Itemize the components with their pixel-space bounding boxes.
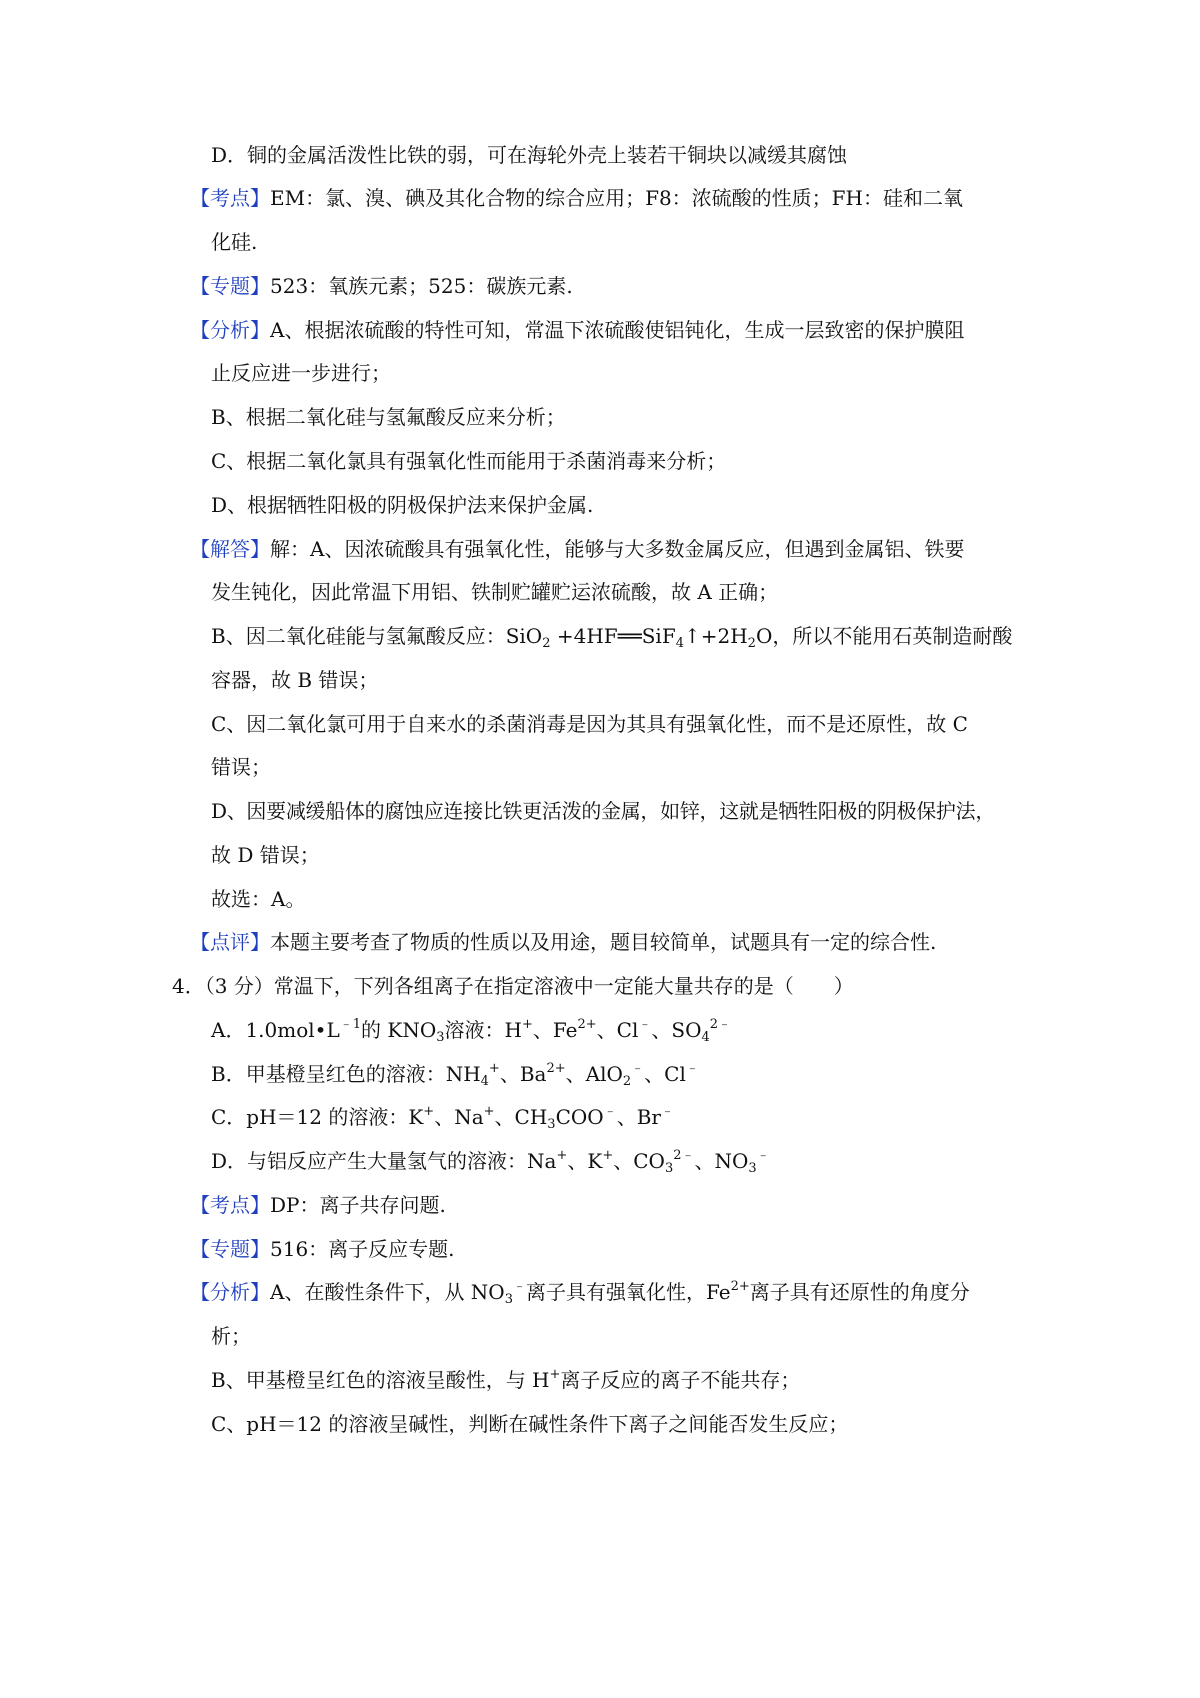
q4-zhuanti-line: 【专题】516：离子反应专题. (190, 1237, 455, 1261)
jieda-b-line: B、因二氧化硅能与氢氟酸反应：$SiO_2 +4HF══SiF_4↑+2H_2O$，所以不能用石英制造耐酸 (211, 624, 1013, 651)
answer-choice: 故选：A。 (211, 887, 306, 911)
dianping-text: 本题主要考查了物质的性质以及用途，题目较简单，试题具有一定的综合性. (270, 930, 937, 954)
jieda-b-cont: 容器，故 B 错误； (211, 668, 379, 692)
kaodian-line (190, 184, 1010, 212)
jieda-line (190, 535, 1010, 563)
q4-option-b: B．甲基橙呈红色的溶液：$NH_4^+$、$Ba^{2+}$、AlO$_2$﹣、Cl﹣ (211, 1061, 699, 1089)
q4-option-d: D．与铝反应产生大量氢气的溶液：Na+、K+、$CO_3^{2﹣}$、$NO_3^﹣$ (211, 1148, 770, 1176)
fenxi-text: A、根据浓硫酸的特性可知，常温下浓硫酸使铝钝化，生成一层致密的保护膜阻 (270, 318, 965, 342)
dianping-line (190, 928, 1010, 956)
q4-fenxi-c: C、pH＝12 的溶液呈碱性，判断在碱性条件下离子之间能否发生反应； (211, 1412, 849, 1436)
q4-kaodian-tag: 【考点】 (190, 1193, 270, 1217)
fenxi-tag: 【分析】 (190, 318, 270, 342)
fenxi-line (190, 316, 1010, 344)
q4-fenxi-cont: 析； (211, 1324, 251, 1348)
kaodian-tag: 【考点】 (190, 186, 270, 210)
zhuanti-line (190, 272, 1010, 300)
q4-fenxi-tag: 【分析】 (190, 1280, 270, 1304)
kaodian-text-cont: 化硅. (211, 230, 258, 254)
jieda-c-cont: 错误； (211, 755, 271, 779)
jieda-text-cont: 发生钝化，因此常温下用铝、铁制贮罐贮运浓硫酸，故 A 正确； (211, 580, 779, 604)
jieda-tag: 【解答】 (190, 537, 270, 561)
jieda-d-line: D、因要减缓船体的腐蚀应连接比铁更活泼的金属，如锌，这就是牺牲阳极的阴极保护法， (211, 799, 996, 823)
fenxi-b: B、根据二氧化硅与氢氟酸反应来分析； (211, 405, 566, 429)
q4-option-a: A．$1.0mol•L^{﹣1}$的 $KNO_3$溶液：H+、$Fe^{2+}$、Cl﹣、$SO_4^{2﹣}$ (211, 1017, 732, 1045)
q4-fenxi-line: 【分析】A、在酸性条件下，从 $NO_3^﹣$离子具有强氧化性，$Fe^{2+}$离子具有还原性的角度分 (190, 1279, 970, 1307)
jieda-text: 解：A、因浓硫酸具有强氧化性，能够与大多数金属反应，但遇到金属铝、铁要 (270, 537, 965, 561)
q4-option-c: C．pH＝12 的溶液：K+、Na+、$CH_3COO^﹣$、Br﹣ (211, 1104, 674, 1132)
q4-kaodian-line: 【考点】DP：离子共存问题. (190, 1193, 446, 1217)
zhuanti-text: 523：氧族元素；525：碳族元素. (270, 274, 573, 298)
jieda-d-cont: 故 D 错误； (211, 843, 320, 867)
question-4-stem: 4．（3 分）常温下，下列各组离子在指定溶液中一定能大量共存的是（ ） (172, 974, 854, 998)
dianping-tag: 【点评】 (190, 930, 270, 954)
option-d: D．铜的金属活泼性比铁的弱，可在海轮外壳上装若干铜块以减缓其腐蚀 (211, 143, 848, 167)
fenxi-d: D、根据牺牲阳极的阴极保护法来保护金属. (211, 493, 594, 517)
q4-zhuanti-tag: 【专题】 (190, 1237, 270, 1261)
jieda-c-line: C、因二氧化氯可用于自来水的杀菌消毒是因为其具有强氧化性，而不是还原性，故 C (211, 712, 968, 736)
kaodian-text: EM：氯、溴、碘及其化合物的综合应用；F8：浓硫酸的性质；FH：硅和二氧 (270, 186, 963, 210)
fenxi-text-cont: 止反应进一步进行； (211, 361, 391, 385)
zhuanti-tag: 【专题】 (190, 274, 270, 298)
fenxi-c: C、根据二氧化氯具有强氧化性而能用于杀菌消毒来分析； (211, 449, 727, 473)
q4-fenxi-b: B、甲基橙呈红色的溶液呈酸性，与 H+离子反应的离子不能共存； (211, 1367, 801, 1392)
